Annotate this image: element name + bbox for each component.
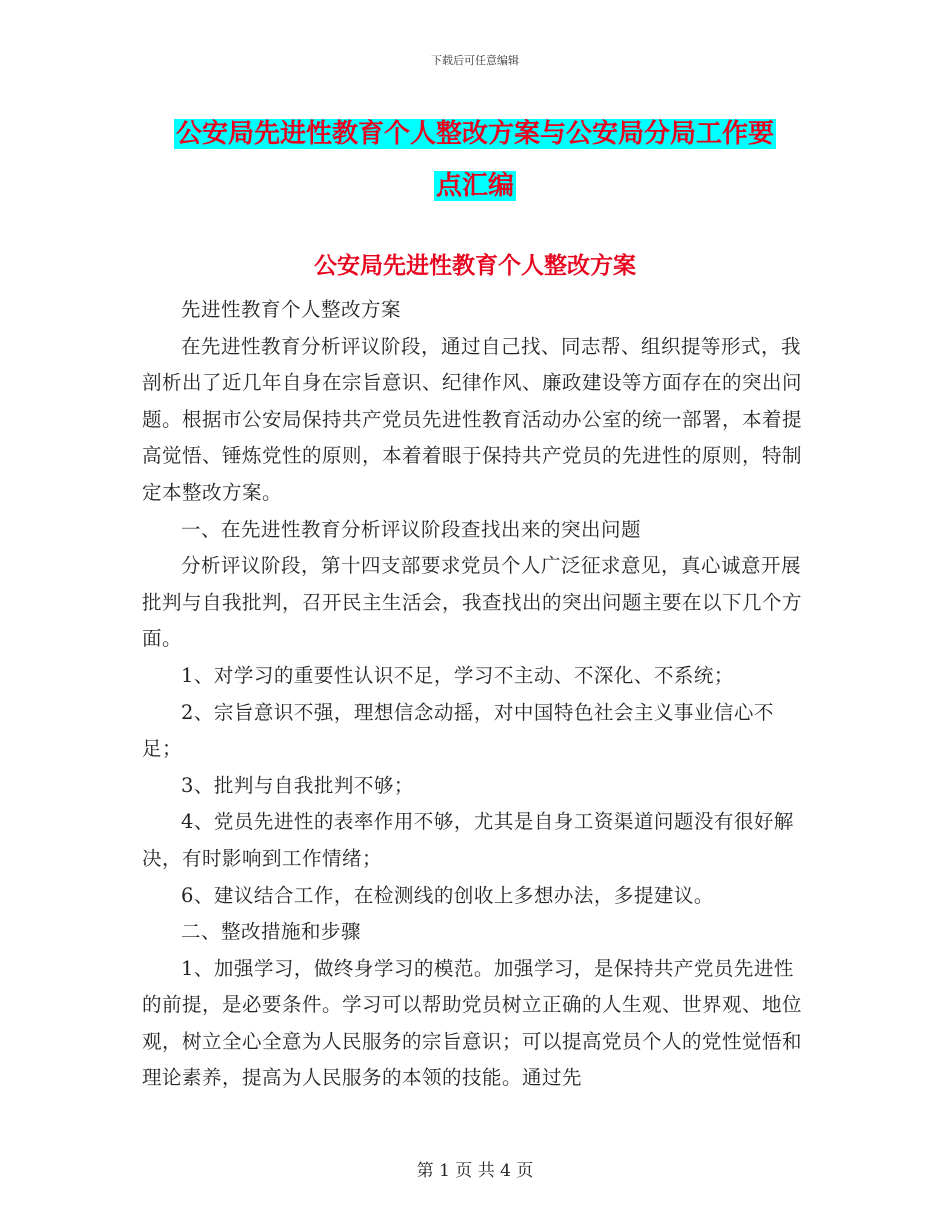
document-title — [130, 108, 820, 212]
document-title-line-1: 公安局先进性教育个人整改方案与公安局分局工作要 — [175, 119, 774, 149]
section-title: 公安局先进性教育个人整改方案 — [314, 253, 636, 279]
paragraph: 分析评议阶段，第十四支部要求党员个人广泛征求意见，真心诚意开展批判与自我批判，召开民主生活会，我查找出的突出问题主要在以下几个方面。 — [142, 554, 803, 651]
paragraph: 1、对学习的重要性认识不足，学习不主动、不深化、不系统； — [181, 663, 734, 687]
paragraph: 二、整改措施和步骤 — [181, 920, 362, 944]
document-title-line-2: 点汇编 — [435, 171, 514, 201]
paragraph: 2、宗旨意识不强，理想信念动摇，对中国特色社会主义事业信心不足； — [142, 700, 774, 761]
document-body — [142, 292, 808, 1097]
paragraph: 一、在先进性教育分析评议阶段查找出来的突出问题 — [181, 517, 642, 541]
paragraph: 3、批判与自我批判不够； — [181, 773, 414, 797]
paragraph: 1、加强学习，做终身学习的模范。加强学习，是保持共产党员先进性的前提，是必要条件。学习可以帮助党员树立正确的人生观、世界观、地位观，树立全心全意为人民服务的宗旨意识；可以提高党员个人的党性觉悟和理论素养，提高为人民服务的本领的技能。通过先 — [142, 956, 803, 1090]
paragraph: 4、党员先进性的表率作用不够，尤其是自身工资渠道问题没有很好解决，有时影响到工作情绪； — [142, 810, 794, 870]
paragraph: 先进性教育个人整改方案 — [181, 298, 402, 321]
paragraph: 6、建议结合工作，在检测线的创收上多想办法，多提建议。 — [181, 883, 714, 907]
paragraph: 在先进性教育分析评议阶段，通过自己找、同志帮、组织提等形式，我剖析出了近几年自身在宗旨意识、纪律作风、廉政建设等方面存在的突出问题。根据市公安局保持共产党员先进性教育活动办公室的统一部署，本着提高觉悟、锤炼党性的原则，本着着眼于保持共产党员的先进性的原则，特制定本整改方案。 — [142, 334, 803, 504]
page-number-footer: 第 1 页 共 4 页 — [416, 1161, 534, 1181]
header-note: 下载后可任意编辑 — [431, 54, 519, 67]
